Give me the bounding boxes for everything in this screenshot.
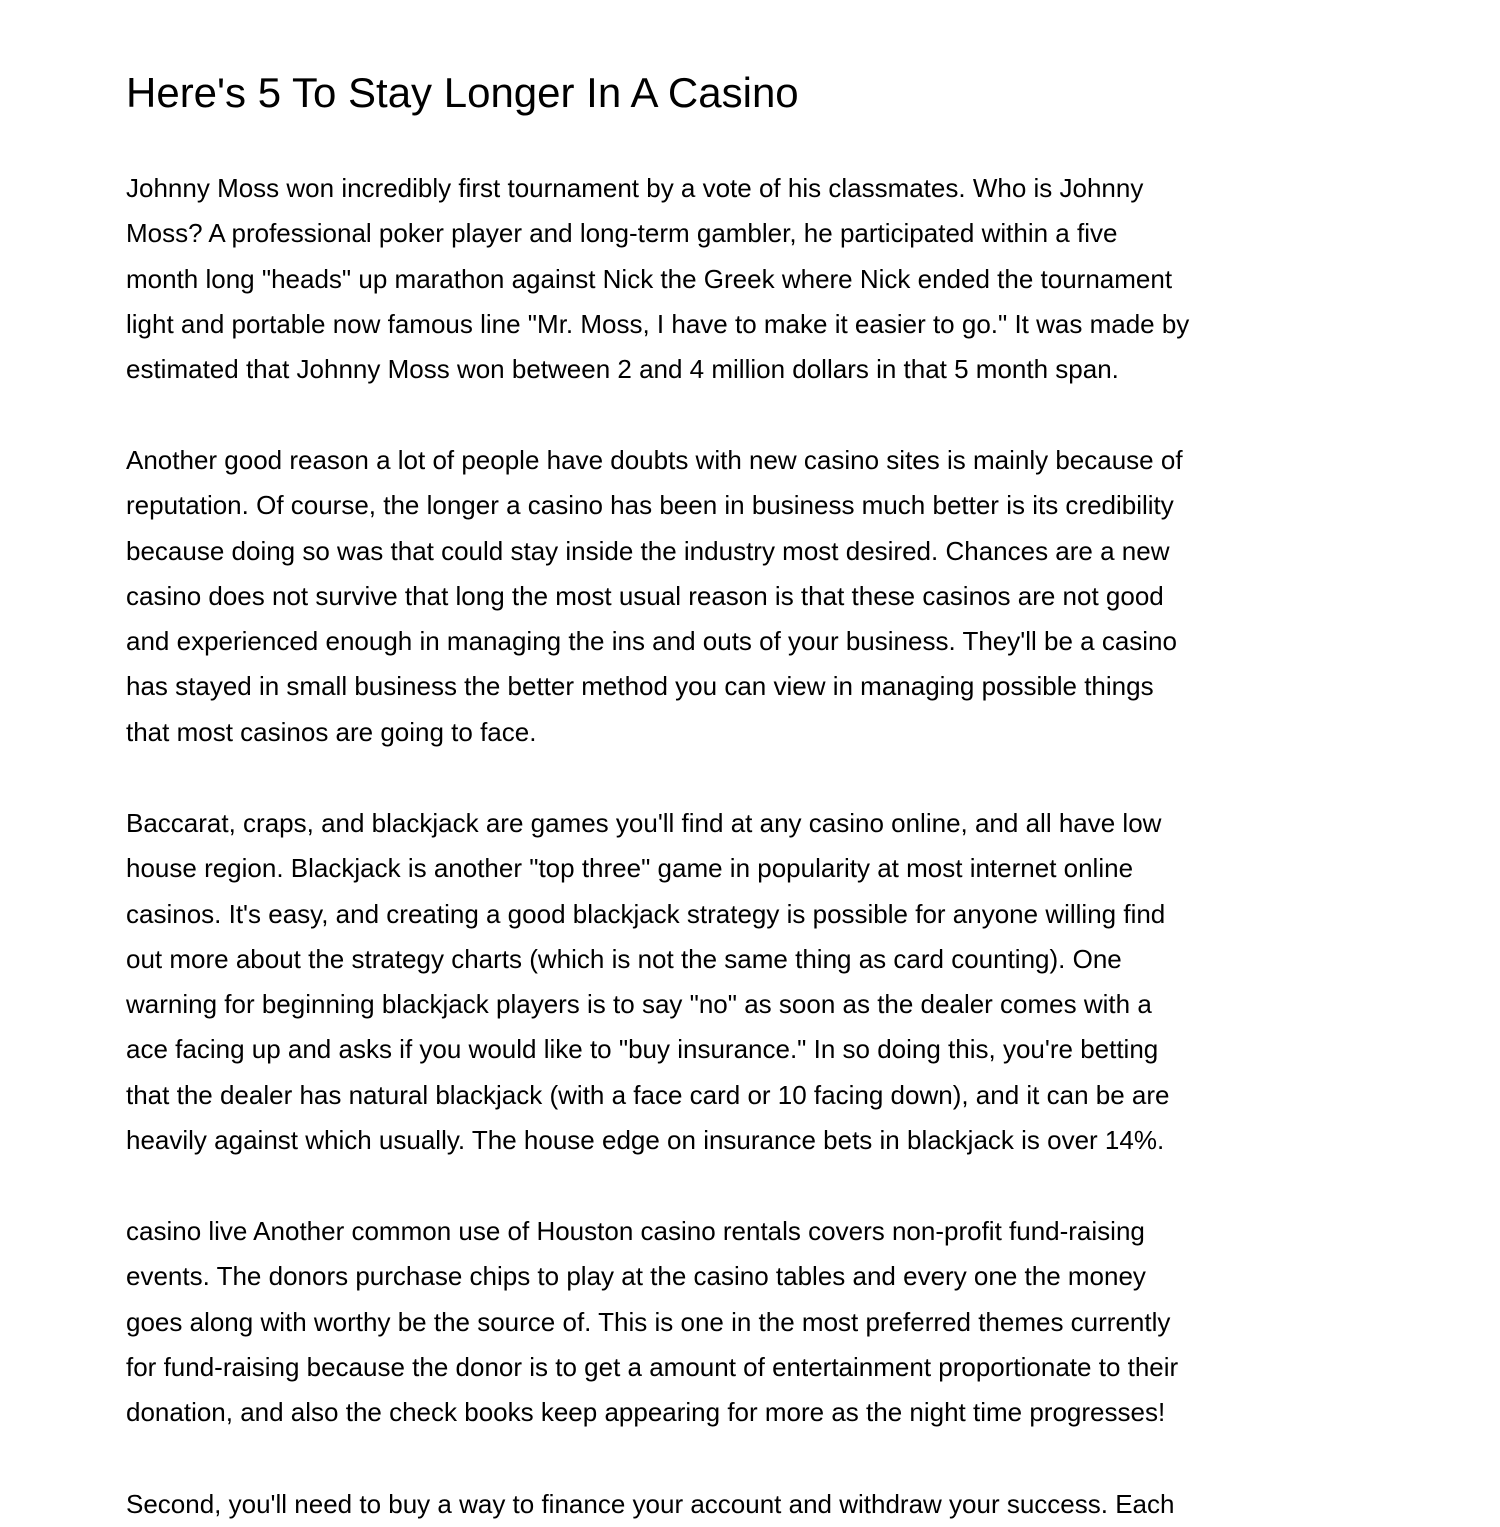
text-line: and experienced enough in managing the ins and outs of your business. They'll be a casino	[126, 626, 1177, 657]
text-line: month long "heads" up marathon against Nick the Greek where Nick ended the tournament	[126, 263, 1173, 294]
text-line: goes along with worthy be the source of. This is one in the most preferred themes currently	[126, 1306, 1171, 1337]
paragraph-3	[126, 801, 1376, 1163]
text-line: casino live Another common use of Houston casino rentals covers non-profit fund-raising	[126, 1216, 1145, 1246]
text-line: ace facing up and asks if you would like to "buy insurance." In so doing this, you're betting	[126, 1034, 1159, 1065]
text-line: Second, you'll need to buy a way to finance your account and withdraw your success. Each	[126, 1489, 1175, 1519]
text-line: out more about the strategy charts (which is not the same thing as card counting). One	[126, 943, 1122, 974]
text-line: casinos. It's easy, and creating a good blackjack strategy is possible for anyone willing find	[126, 898, 1166, 929]
text-line: estimated that Johnny Moss won between 2 and 4 million dollars in that 5 month span.	[126, 354, 1119, 385]
text-line: Another good reason a lot of people have doubts with new casino sites is mainly because of	[126, 445, 1183, 475]
paragraph-1	[126, 166, 1376, 392]
text-line: that most casinos are going to face.	[126, 716, 537, 747]
text-line: Moss? A professional poker player and long-term gambler, he participated within a five	[126, 218, 1118, 249]
text-line: that the dealer has natural blackjack (with a face card or 10 facing down), and it can be are	[126, 1079, 1170, 1110]
paragraph-4	[126, 1209, 1376, 1435]
text-line: casino does not survive that long the most usual reason is that these casinos are not good	[126, 580, 1164, 611]
text-line: has stayed in small business the better method you can view in managing possible things	[126, 671, 1154, 702]
text-line: Baccarat, craps, and blackjack are games you'll find at any casino online, and all have low	[126, 808, 1162, 838]
text-line: for fund-raising because the donor is to get a amount of entertainment proportionate to their	[126, 1351, 1179, 1382]
text-line: heavily against which usually. The house edge on insurance bets in blackjack is over 14%.	[126, 1125, 1165, 1156]
text-line: house region. Blackjack is another "top three" game in popularity at most internet online	[126, 853, 1134, 884]
text-line: donation, and also the check books keep appearing for more as the night time progresses!	[126, 1397, 1166, 1428]
paragraph-2	[126, 438, 1376, 755]
text-line: events. The donors purchase chips to play at the casino tables and every one the money	[126, 1261, 1146, 1292]
text-line: because doing so was that could stay inside the industry most desired. Chances are a new	[126, 535, 1170, 566]
text-line: warning for beginning blackjack players is to say "no" as soon as the dealer comes with a	[126, 989, 1152, 1020]
text-line: reputation. Of course, the longer a casino has been in business much better is its credibility	[126, 490, 1174, 521]
text-line: light and portable now famous line "Mr. Moss, I have to make it easier to go." It was made by	[126, 308, 1190, 339]
text-line: Johnny Moss won incredibly first tournament by a vote of his classmates. Who is Johnny	[126, 173, 1144, 203]
paragraph-5	[126, 1482, 1376, 1527]
page-title: Here's 5 To Stay Longer In A Casino	[126, 69, 799, 116]
